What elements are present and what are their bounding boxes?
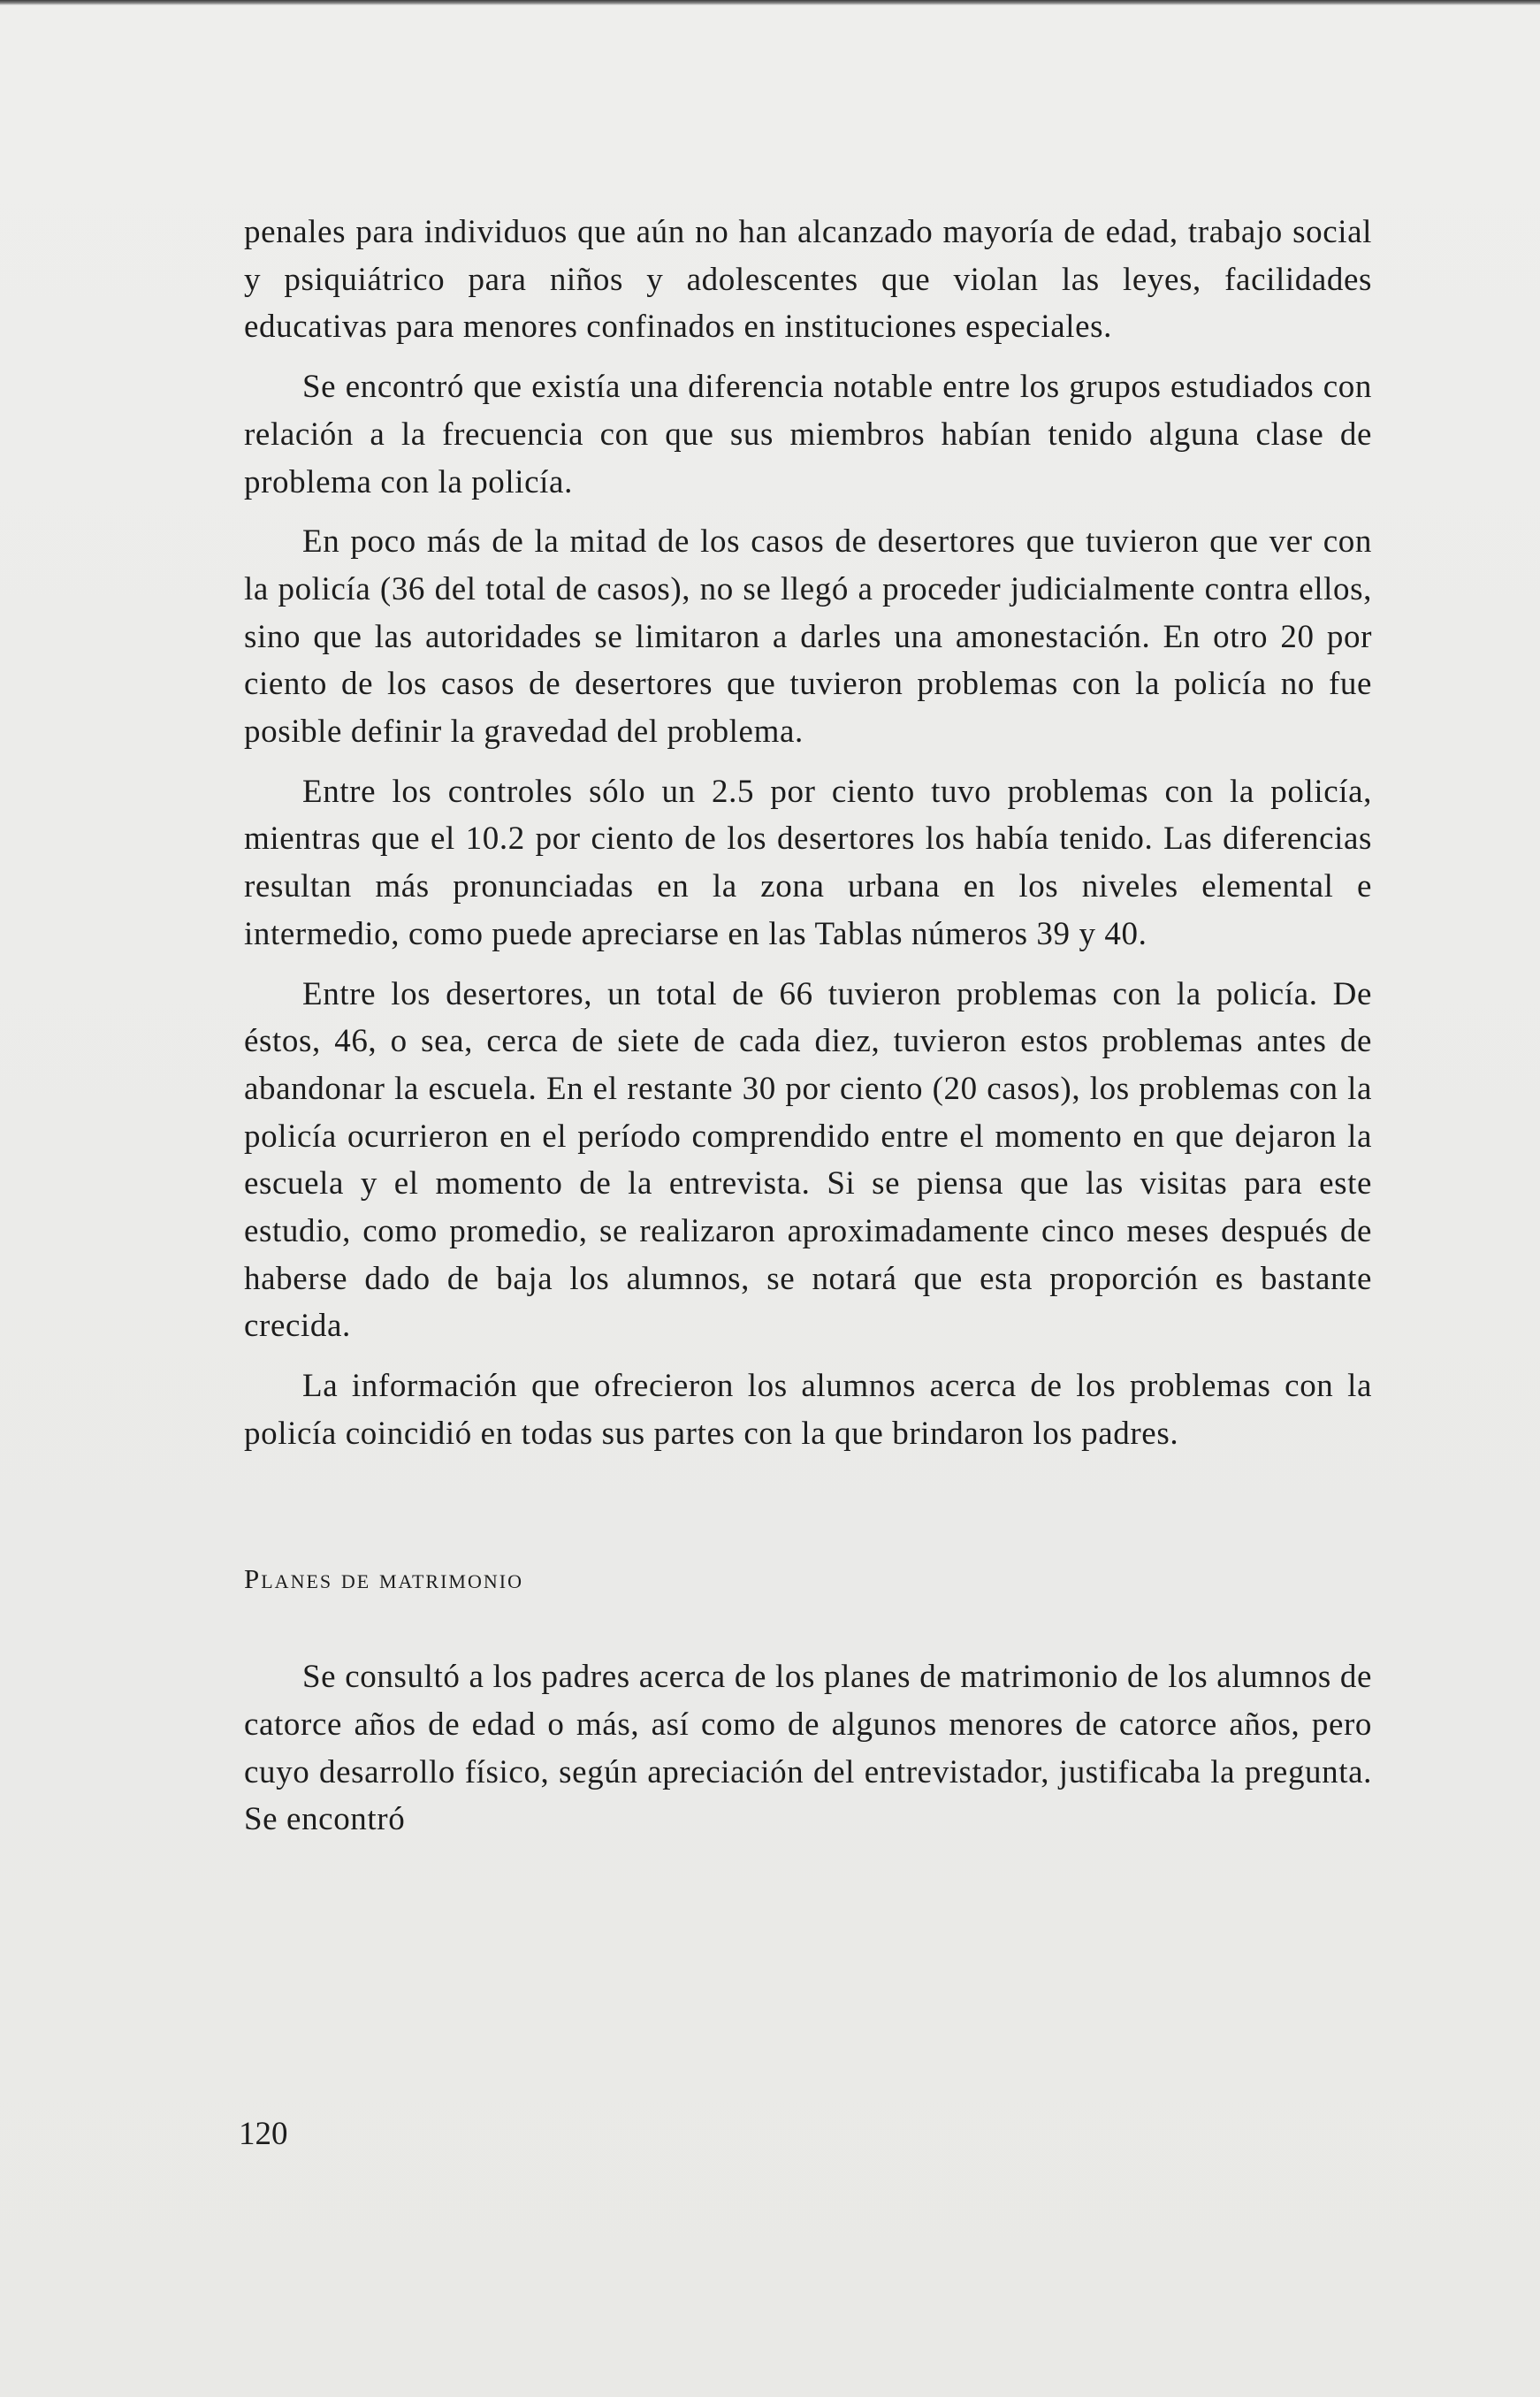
section-paragraph: Se consultó a los padres acerca de los planes de matrimonio de los alumnos de catorce años de edad o más, así como de algunos menores de catorce años, pero cuyo desarrollo físico, según apreciación del entrevistador, justificaba la pregunta. Se encontró [244, 1659, 1372, 1838]
paragraph-3: En poco más de la mitad de los casos de desertores que tuvieron que ver con la policía (36 del total de casos), no se llegó a proceder judicialmente contra ellos, sino que las autoridades se limitaron a darles una amonestación. En otro 20 por ciento de los casos de desertores que tuvieron problemas con la policía no fue posible definir la gravedad del problema. [244, 523, 1372, 751]
page-top-edge [0, 0, 1540, 5]
paragraph-4: Entre los controles sólo un 2.5 por ciento tuvo problemas con la policía, mientras que el 10.2 por ciento de los desertores los había tenido. Las diferencias resultan más pronunciadas en la zona urbana en los niveles elemental e intermedio, como puede apreciarse en las Tablas números 39 y 40. [244, 773, 1372, 952]
body-text [244, 209, 1372, 1856]
paragraph-2: Se encontró que existía una diferencia notable entre los grupos estudiados con relación a la frecuencia con que sus miembros habían tenido alguna clase de problema con la policía. [244, 369, 1372, 500]
section-heading: Planes de matrimonio [244, 1562, 523, 1594]
paragraph-5: Entre los desertores, un total de 66 tuvieron problemas con la policía. De éstos, 46, o sea, cerca de siete de cada diez, tuvieron estos problemas antes de abandonar la escuela. En el restante 30 por ciento (20 casos), los problemas con la policía ocurrieron en el período comprendido entre el momento en que dejaron la escuela y el momento de la entrevista. Si se piensa que las visitas para este estudio, como promedio, se realizaron aproximadamente cinco meses después de haberse dado de baja los alumnos, se notará que esta proporción es bastante crecida. [244, 975, 1372, 1345]
paragraph-1: penales para individuos que aún no han alcanzado mayoría de edad, trabajo social y psiquiátrico para niños y adolescentes que violan las leyes, facilidades educativas para menores confinados en instituciones especiales. [244, 214, 1372, 346]
paragraph-6: La información que ofrecieron los alumnos acerca de los problemas con la policía coincidió en todas sus partes con la que brindaron los padres. [244, 1368, 1372, 1452]
page-number: 120 [239, 2116, 288, 2152]
